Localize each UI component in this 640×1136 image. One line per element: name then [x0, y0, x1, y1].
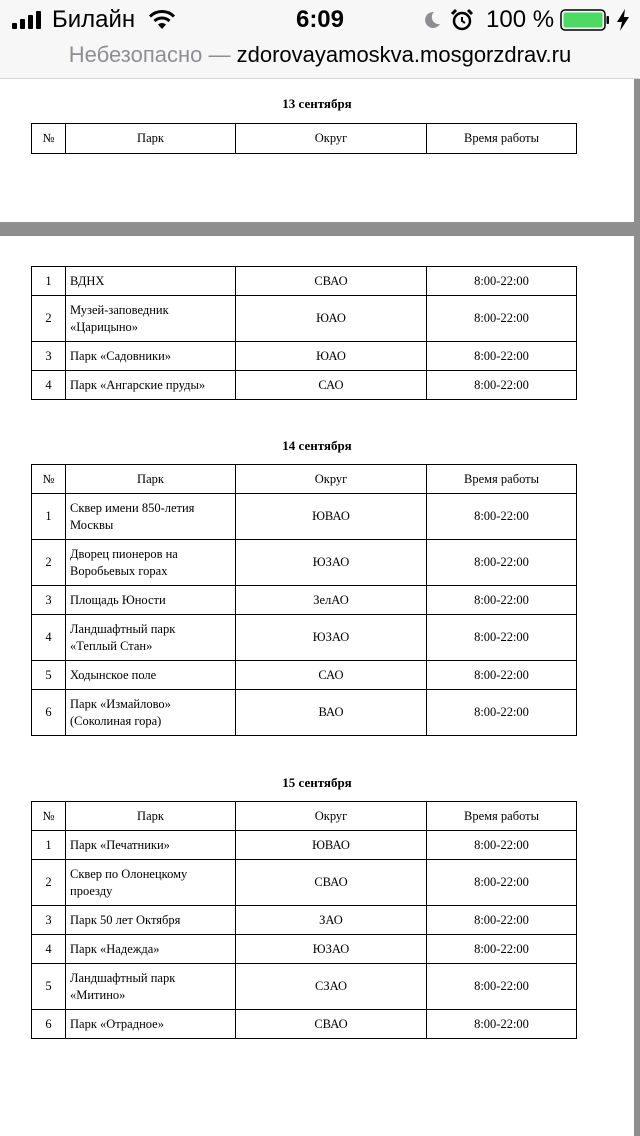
- park-name: [66, 935, 236, 964]
- url-host: zdorovayamoskva.mosgorzdrav.ru: [236, 42, 572, 67]
- park-name: [66, 860, 236, 906]
- park-name-line: Дворец пионеров на: [70, 546, 178, 561]
- header-time: Время работы: [427, 465, 577, 494]
- header-num: №: [32, 124, 66, 154]
- battery-icon: [560, 9, 610, 31]
- district: СВАО: [236, 860, 427, 906]
- opening-hours: 8:00-22:00: [427, 690, 577, 736]
- charging-bolt-icon: [616, 9, 630, 31]
- header-okrug: Округ: [236, 802, 427, 831]
- url-separator: —: [208, 42, 231, 67]
- park-name-line: Музей-заповедник: [70, 302, 169, 317]
- header-time: Время работы: [427, 802, 577, 831]
- park-name-line: Парк «Печатники»: [70, 837, 170, 852]
- opening-hours: 8:00-22:00: [427, 371, 577, 400]
- table-row: [32, 267, 577, 296]
- park-name: [66, 906, 236, 935]
- park-name-line: «Теплый Стан»: [70, 638, 153, 653]
- opening-hours: 8:00-22:00: [427, 586, 577, 615]
- address-bar[interactable]: [0, 40, 640, 79]
- district: СЗАО: [236, 964, 427, 1010]
- table-row: [32, 906, 577, 935]
- parks-table: [31, 266, 577, 400]
- header-park: Парк: [66, 802, 236, 831]
- opening-hours: 8:00-22:00: [427, 540, 577, 586]
- park-name-line: (Соколиная гора): [70, 713, 162, 728]
- parks-table: [31, 123, 577, 154]
- park-name-line: проезду: [70, 883, 113, 898]
- park-name-line: Парк «Садовники»: [70, 348, 172, 363]
- header-num: №: [32, 802, 66, 831]
- park-name: [66, 831, 236, 860]
- status-bar: [0, 0, 640, 40]
- table-row: [32, 935, 577, 964]
- opening-hours: 8:00-22:00: [427, 342, 577, 371]
- park-name: [66, 661, 236, 690]
- clock: 6:09: [295, 6, 345, 33]
- row-number: 2: [32, 540, 66, 586]
- district: ЮАО: [236, 296, 427, 342]
- district: ЮВАО: [236, 494, 427, 540]
- header-okrug: Округ: [236, 465, 427, 494]
- header-okrug: Округ: [236, 124, 427, 154]
- battery-percent: 100 %: [486, 6, 555, 33]
- park-name: [66, 690, 236, 736]
- table-header-row: [32, 124, 577, 154]
- table-row: [32, 371, 577, 400]
- park-name: [66, 615, 236, 661]
- park-name: [66, 296, 236, 342]
- document-viewport[interactable]: [0, 79, 640, 1136]
- table-row: [32, 296, 577, 342]
- table-row: [32, 690, 577, 736]
- row-number: 5: [32, 964, 66, 1010]
- table-row: [32, 342, 577, 371]
- park-name-line: Парк «Ангарские пруды»: [70, 377, 206, 392]
- table-row: [32, 661, 577, 690]
- park-name-line: ВДНХ: [70, 273, 105, 288]
- park-name: [66, 494, 236, 540]
- row-number: 6: [32, 690, 66, 736]
- park-name: [66, 964, 236, 1010]
- table-row: [32, 860, 577, 906]
- park-name: [66, 586, 236, 615]
- table-row: [32, 964, 577, 1010]
- district: ЗелАО: [236, 586, 427, 615]
- park-name-line: Ходынское поле: [70, 667, 157, 682]
- district: ЮАО: [236, 342, 427, 371]
- park-name: [66, 540, 236, 586]
- row-number: 3: [32, 342, 66, 371]
- document-page: [0, 79, 634, 222]
- opening-hours: 8:00-22:00: [427, 860, 577, 906]
- section-date: 15 сентября: [282, 775, 352, 790]
- table-row: [32, 1010, 577, 1039]
- row-number: 3: [32, 906, 66, 935]
- table-row: [32, 615, 577, 661]
- opening-hours: 8:00-22:00: [427, 831, 577, 860]
- carrier-name: Билайн: [52, 6, 136, 33]
- opening-hours: 8:00-22:00: [427, 906, 577, 935]
- district: СВАО: [236, 267, 427, 296]
- park-name-line: Воробьевых горах: [70, 563, 168, 578]
- park-name-line: Сквер имени 850-летия: [70, 500, 195, 515]
- row-number: 5: [32, 661, 66, 690]
- district: ЮВАО: [236, 831, 427, 860]
- opening-hours: 8:00-22:00: [427, 1010, 577, 1039]
- opening-hours: 8:00-22:00: [427, 964, 577, 1010]
- parks-table: [31, 801, 577, 1039]
- park-name-line: Парк 50 лет Октября: [70, 912, 181, 927]
- table-row: [32, 586, 577, 615]
- district: ВАО: [236, 690, 427, 736]
- row-number: 1: [32, 831, 66, 860]
- district: САО: [236, 371, 427, 400]
- row-number: 2: [32, 860, 66, 906]
- park-name-line: Парк «Отрадное»: [70, 1016, 164, 1031]
- table-row: [32, 494, 577, 540]
- opening-hours: 8:00-22:00: [427, 615, 577, 661]
- district: СВАО: [236, 1010, 427, 1039]
- opening-hours: 8:00-22:00: [427, 494, 577, 540]
- park-name: [66, 267, 236, 296]
- header-park: Парк: [66, 124, 236, 154]
- section-date: 13 сентября: [282, 96, 352, 111]
- park-name-line: Парк «Измайлово»: [70, 696, 171, 711]
- header-time: Время работы: [427, 124, 577, 154]
- park-name: [66, 1010, 236, 1039]
- row-number: 1: [32, 267, 66, 296]
- row-number: 4: [32, 615, 66, 661]
- section-date: 14 сентября: [282, 438, 352, 453]
- header-num: №: [32, 465, 66, 494]
- park-name-line: Сквер по Олонецкому: [70, 866, 188, 881]
- district: САО: [236, 661, 427, 690]
- park-name: [66, 342, 236, 371]
- park-name-line: «Царицыно»: [70, 319, 139, 334]
- park-name: [66, 371, 236, 400]
- document-page: [0, 236, 634, 1136]
- table-row: [32, 831, 577, 860]
- parks-table: [31, 464, 577, 736]
- district: ЗАО: [236, 906, 427, 935]
- table-header-row: [32, 465, 577, 494]
- moon-icon: [422, 10, 442, 30]
- park-name-line: «Митино»: [70, 987, 126, 1002]
- district: ЮЗАО: [236, 935, 427, 964]
- row-number: 3: [32, 586, 66, 615]
- district: ЮЗАО: [236, 615, 427, 661]
- row-number: 6: [32, 1010, 66, 1039]
- security-warning: Небезопасно: [68, 42, 203, 67]
- opening-hours: 8:00-22:00: [427, 935, 577, 964]
- opening-hours: 8:00-22:00: [427, 661, 577, 690]
- opening-hours: 8:00-22:00: [427, 267, 577, 296]
- row-number: 4: [32, 371, 66, 400]
- table-row: [32, 540, 577, 586]
- header-park: Парк: [66, 465, 236, 494]
- park-name-line: Москвы: [70, 517, 114, 532]
- alarm-icon: [450, 8, 474, 32]
- park-name-line: Ландшафтный парк: [70, 970, 176, 985]
- district: ЮЗАО: [236, 540, 427, 586]
- row-number: 2: [32, 296, 66, 342]
- table-header-row: [32, 802, 577, 831]
- park-name-line: Парк «Надежда»: [70, 941, 160, 956]
- opening-hours: 8:00-22:00: [427, 296, 577, 342]
- park-name-line: Площадь Юности: [70, 592, 166, 607]
- row-number: 4: [32, 935, 66, 964]
- park-name-line: Ландшафтный парк: [70, 621, 176, 636]
- row-number: 1: [32, 494, 66, 540]
